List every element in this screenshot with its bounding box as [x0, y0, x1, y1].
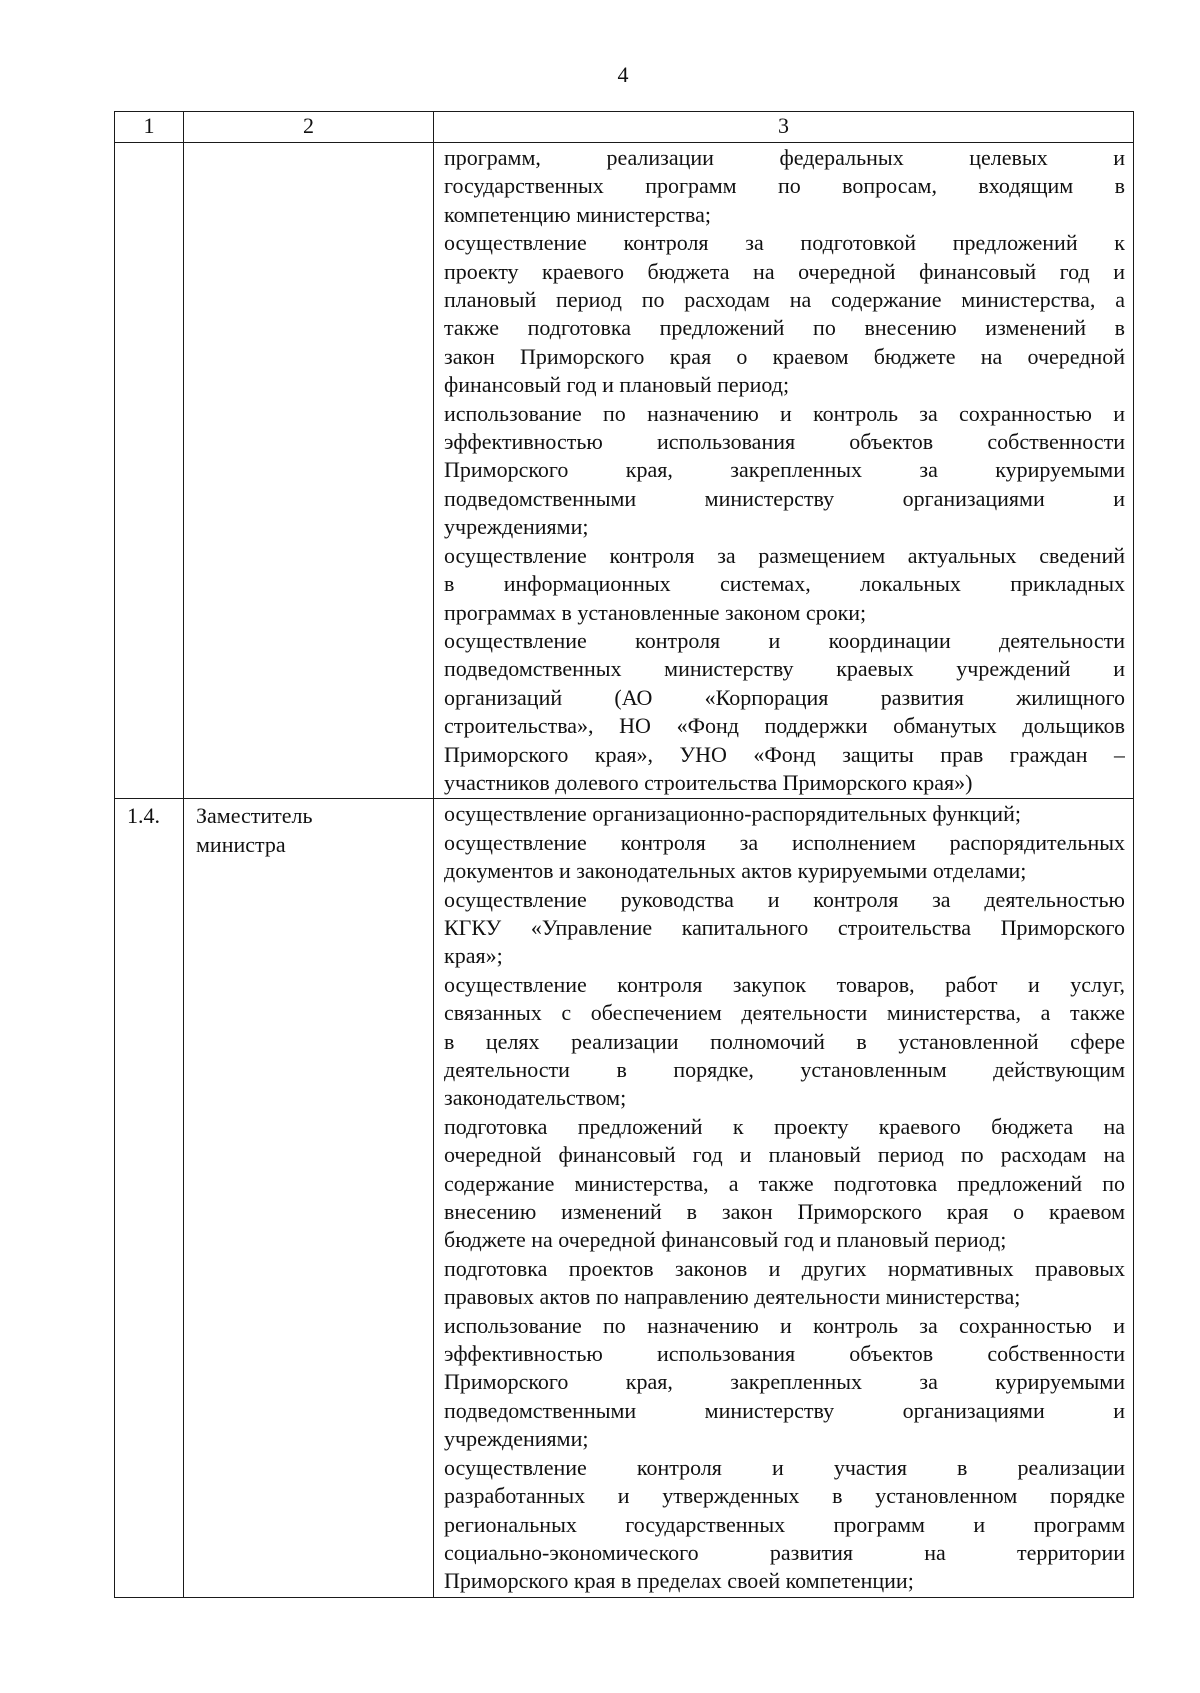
duty-text-line: закон Приморского края о краевом бюджете на очередной — [444, 343, 1125, 369]
duty-text-line: осуществление контроля и участия в реализации — [444, 1454, 1125, 1480]
duty-text-line: программах в установленные законом сроки; — [444, 599, 867, 625]
duty-text-line: в целях реализации полномочий в установленной сфере — [444, 1028, 1125, 1054]
duty-text-line: внесению изменений в закон Приморского края о краевом — [444, 1199, 1125, 1225]
duty-text-line: Приморского края в пределах своей компетенции; — [444, 1568, 914, 1594]
duty-text-line: финансовый год и плановый период; — [444, 372, 790, 398]
page-number: 4 — [617, 62, 629, 87]
duty-text-line: подготовка предложений к проекту краевого бюджета на — [444, 1113, 1125, 1139]
table-header-row — [115, 112, 1134, 143]
duty-text-line: подготовка проектов законов и других нормативных правовых — [444, 1255, 1125, 1281]
duty-text-line: региональных государственных программ и программ — [444, 1511, 1125, 1537]
position-title-line: Заместитель — [196, 803, 313, 829]
duty-text-line: деятельности в порядке, установленным действующим — [444, 1057, 1125, 1082]
duty-text-line: осуществление контроля за размещением актуальных сведений — [444, 542, 1125, 568]
duty-text-line: законодательством; — [444, 1085, 627, 1111]
duty-text-line: осуществление контроля и координации деятельности — [444, 627, 1125, 653]
column-number-2: 2 — [184, 112, 434, 143]
table-row — [115, 143, 1134, 799]
duty-text-line: подведомственных министерству краевых учреждений и — [444, 656, 1125, 682]
duty-text-line: эффективностью использования объектов собственности — [444, 429, 1125, 455]
duty-text-line: организаций (АО «Корпорация развития жилищного — [444, 684, 1125, 710]
duty-text-line: содержание министерства, а также подготовка предложений по — [444, 1170, 1125, 1196]
duty-text-line: использование по назначению и контроль за сохранностью и — [444, 400, 1125, 426]
duty-text-line: КГКУ «Управление капитального строительства Приморского — [444, 914, 1125, 940]
duty-text-line: бюджете на очередной финансовый год и плановый период; — [444, 1227, 1007, 1253]
duties-cell — [434, 143, 1134, 799]
duty-text-line: компетенцию министерства; — [444, 201, 711, 227]
duty-text-line: учреждениями; — [444, 1426, 589, 1452]
duty-text-line: государственных программ по вопросам, входящим в — [444, 173, 1125, 199]
duty-text-line: участников долевого строительства Приморского края») — [444, 769, 973, 795]
duties-table — [114, 111, 1134, 1598]
duty-text-line: разработанных и утвержденных в установленном порядке — [444, 1483, 1125, 1509]
duties-cell — [434, 799, 1134, 1597]
row-number-cell: 1.4. — [115, 799, 184, 1597]
duty-text-line: связанных с обеспечением деятельности министерства, а также — [444, 1000, 1125, 1026]
duty-text-line: учреждениями; — [444, 514, 589, 540]
position-cell — [184, 143, 434, 799]
duty-text-line: Приморского края, закрепленных за курируемыми — [444, 457, 1125, 483]
duty-text-line: эффективностью использования объектов собственности — [444, 1341, 1125, 1367]
column-number-3: 3 — [434, 112, 1134, 143]
duty-text-line: также подготовка предложений по внесению изменений в — [444, 315, 1125, 341]
duty-text-line: плановый период по расходам на содержание министерства, а — [444, 287, 1125, 313]
duty-text-line: осуществление контроля за подготовкой предложений к — [444, 230, 1125, 256]
duty-text-line: подведомственными министерству организациями и — [444, 1397, 1125, 1423]
duty-text-line: использование по назначению и контроль за сохранностью и — [444, 1312, 1125, 1338]
duty-text-line: проекту краевого бюджета на очередной финансовый год и — [444, 258, 1125, 284]
duty-text-line: программ, реализации федеральных целевых и — [444, 145, 1125, 170]
duty-text-line: правовых актов по направлению деятельности министерства; — [444, 1284, 1021, 1310]
duty-text-line: социально-экономического развития на территории — [444, 1539, 1125, 1565]
duty-text-line: осуществление руководства и контроля за деятельностью — [444, 886, 1125, 912]
row-number-cell — [115, 143, 184, 799]
duty-text-line: осуществление контроля за исполнением распорядительных — [444, 829, 1125, 855]
column-number-1: 1 — [115, 112, 184, 143]
duty-text-line: подведомственными министерству организациями и — [444, 485, 1125, 511]
duty-text-line: в информационных системах, локальных прикладных — [444, 571, 1125, 597]
duty-text-line: Приморского края», УНО «Фонд защиты прав граждан – — [444, 741, 1125, 767]
position-cell — [184, 799, 434, 1597]
table-row — [115, 799, 1134, 1597]
duty-text-line: документов и законодательных актов курируемыми отделами; — [444, 858, 1027, 884]
duty-text-line: очередной финансовый год и плановый период по расходам на — [444, 1142, 1125, 1168]
duty-text-line: осуществление организационно-распорядительных функций; — [444, 801, 1021, 827]
position-title-line: министра — [196, 831, 286, 857]
duty-text-line: края»; — [444, 943, 503, 969]
duty-text-line: Приморского края, закрепленных за курируемыми — [444, 1369, 1125, 1395]
duty-text-line: осуществление контроля закупок товаров, работ и услуг, — [444, 971, 1125, 997]
duty-text-line: строительства», НО «Фонд поддержки обманутых дольщиков — [444, 713, 1125, 739]
